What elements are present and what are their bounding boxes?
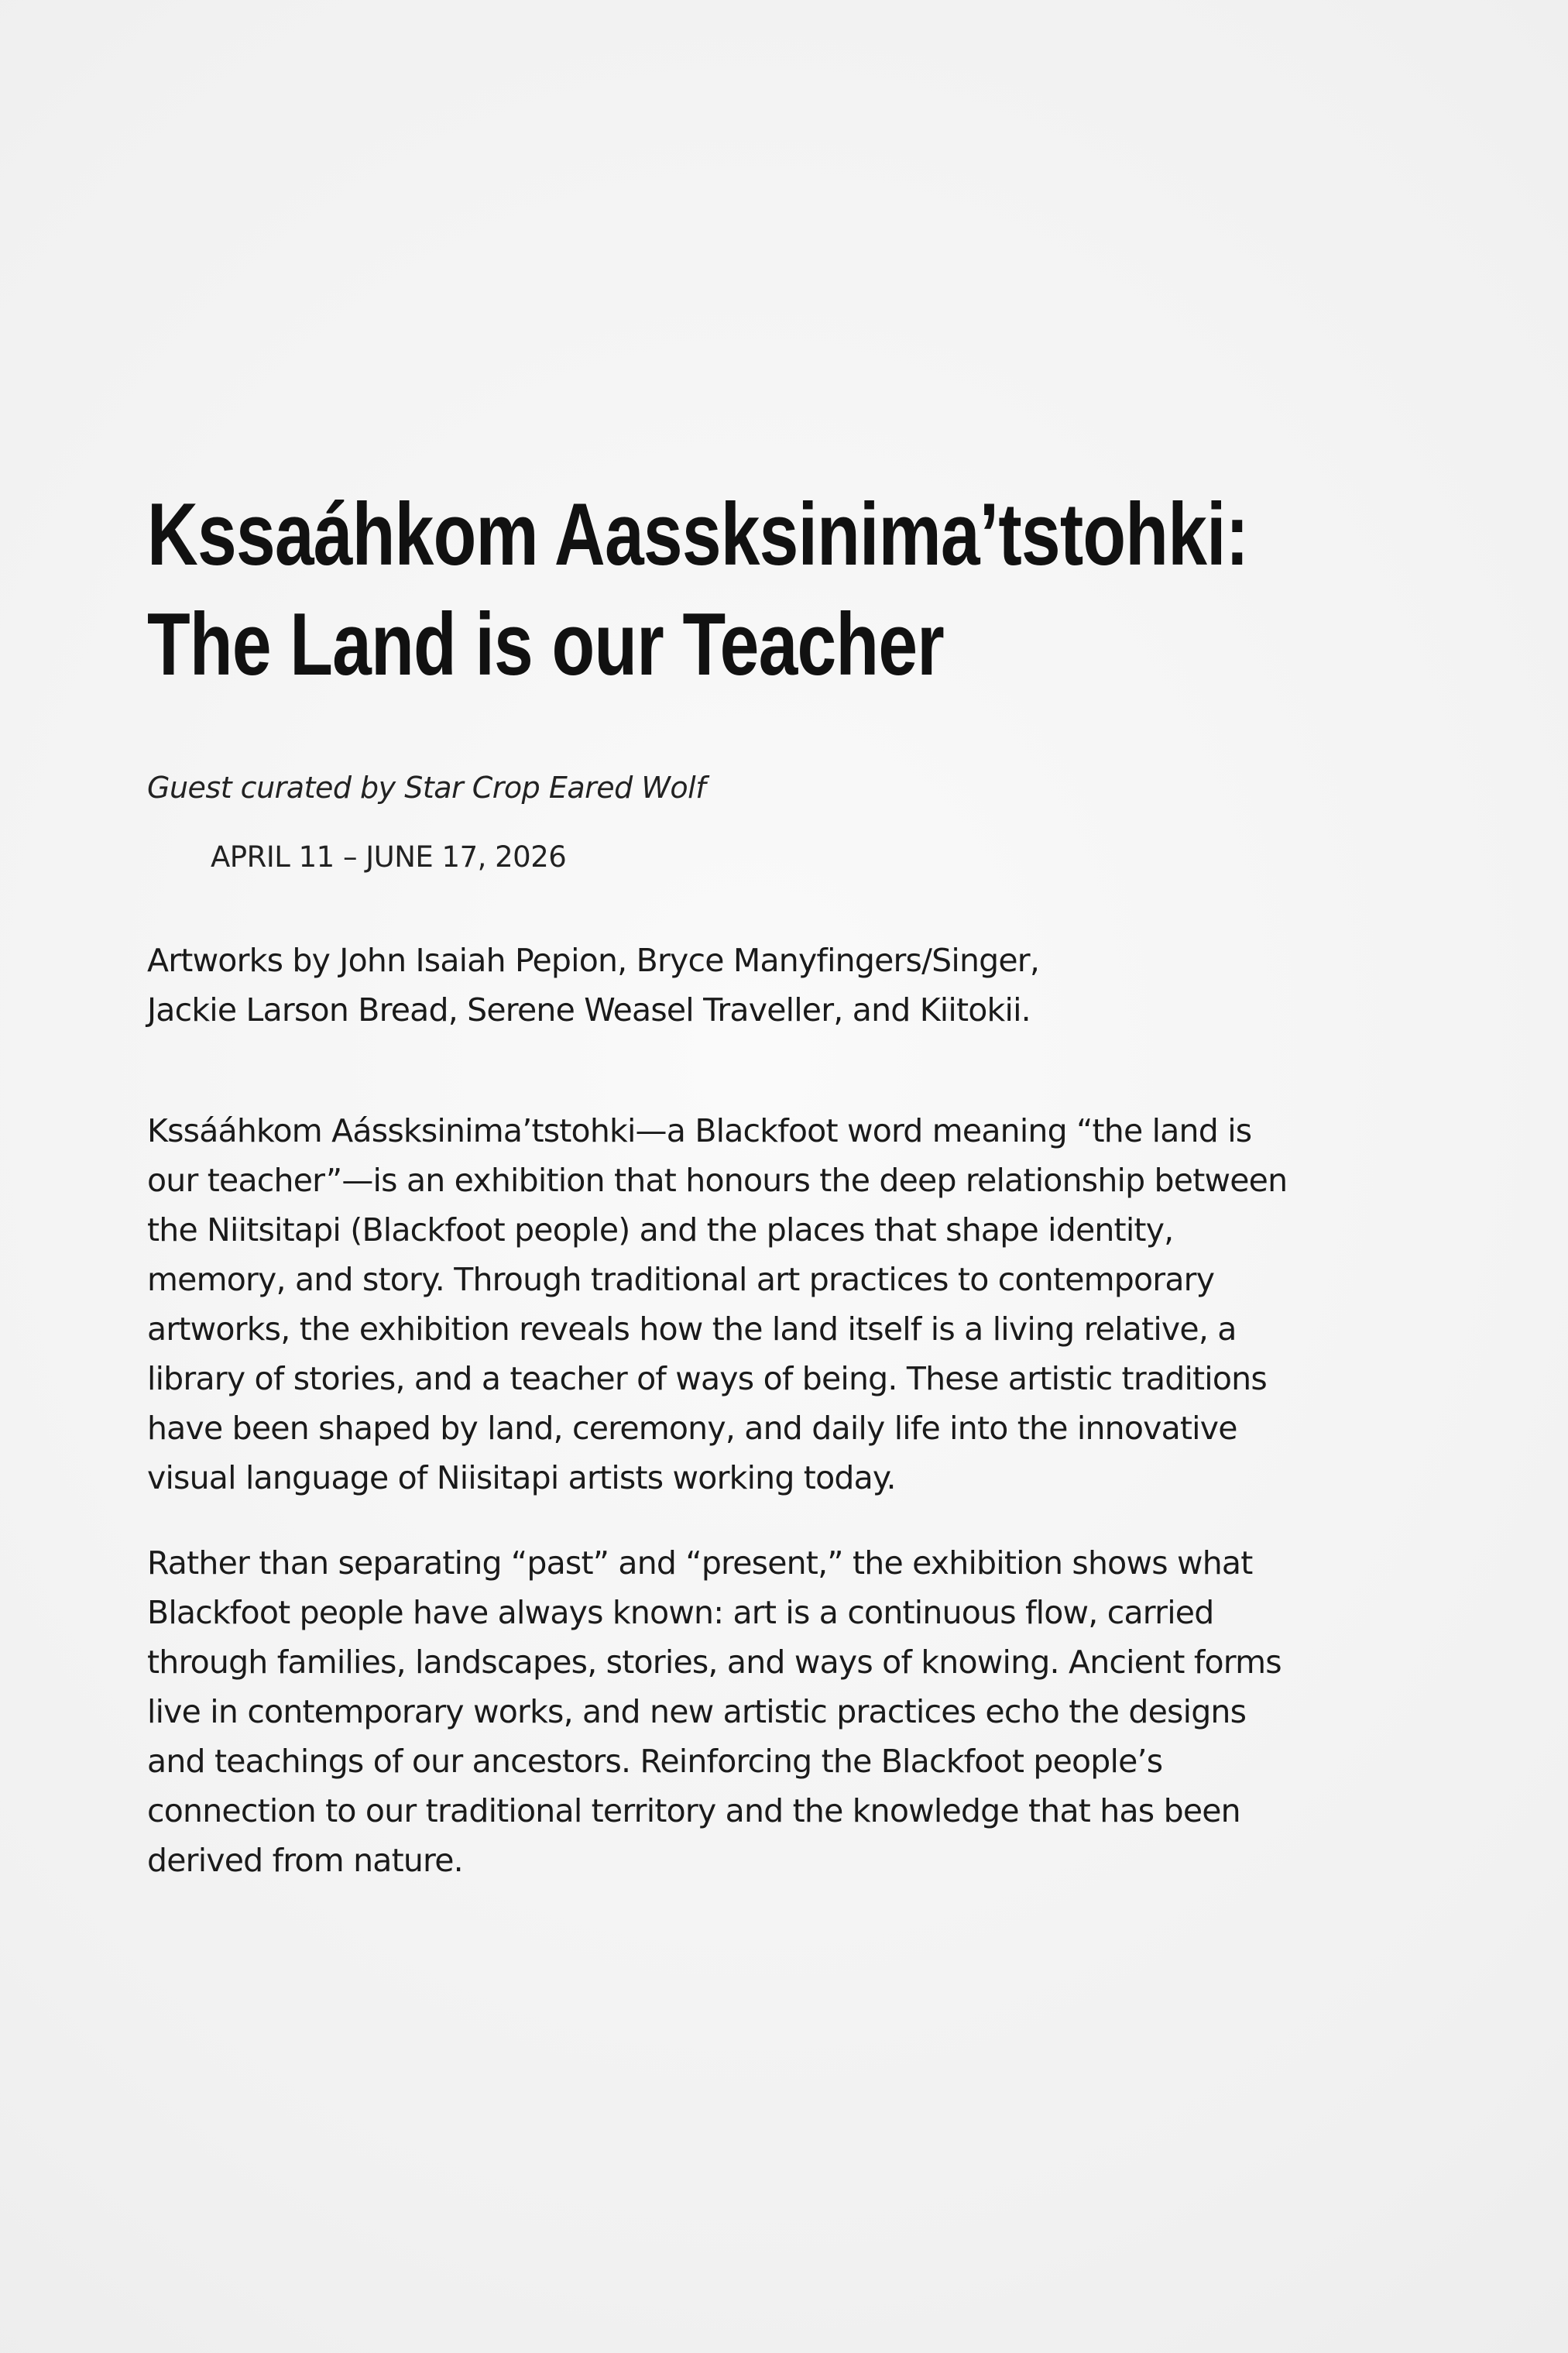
paragraph-line: artworks, the exhibition reveals how the land itself is a living relative, a <box>147 1310 1237 1348</box>
title-line-1: Kssaáhkom Aassksinima’tstohki: <box>147 486 1249 584</box>
description-paragraph-2 <box>147 1538 1425 1885</box>
artists-list <box>147 936 1386 1035</box>
artists-line: Jackie Larson Bread, Serene Weasel Traveller, and Kiitokii. <box>147 991 1031 1029</box>
exhibition-dates: APRIL 11 – JUNE 17, 2026 <box>211 840 567 874</box>
artists-line: Artworks by John Isaiah Pepion, Bryce Manyfingers/Singer, <box>147 942 1040 979</box>
paragraph-line: derived from nature. <box>147 1842 463 1879</box>
paragraph-line: live in contemporary works, and new artistic practices echo the designs <box>147 1693 1247 1730</box>
paragraph-line: library of stories, and a teacher of ways of being. These artistic traditions <box>147 1360 1267 1397</box>
paragraph-line: have been shaped by land, ceremony, and daily life into the innovative <box>147 1410 1237 1447</box>
paragraph-line: the Niitsitapi (Blackfoot people) and the places that shape identity, <box>147 1211 1174 1249</box>
paragraph-line: visual language of Niisitapi artists working today. <box>147 1459 896 1496</box>
paragraph-line: memory, and story. Through traditional art practices to contemporary <box>147 1261 1215 1298</box>
exhibition-title <box>147 480 1248 700</box>
paragraph-line: Blackfoot people have always known: art is a continuous flow, carried <box>147 1594 1214 1631</box>
paragraph-line: Kssááhkom Aássksinima’tstohki—a Blackfoot word meaning “the land is <box>147 1112 1252 1149</box>
paragraph-line: through families, landscapes, stories, and ways of knowing. Ancient forms <box>147 1644 1282 1681</box>
paragraph-line: connection to our traditional territory and the knowledge that has been <box>147 1792 1240 1829</box>
paragraph-line: our teacher”—is an exhibition that honours the deep relationship between <box>147 1162 1288 1199</box>
curator-credit: Guest curated by Star Crop Eared Wolf <box>147 771 706 805</box>
paragraph-line: and teachings of our ancestors. Reinforcing the Blackfoot people’s <box>147 1743 1163 1780</box>
title-line-2: The Land is our Teacher <box>147 596 944 694</box>
description-paragraph-1 <box>147 1106 1425 1503</box>
paragraph-line: Rather than separating “past” and “present,” the exhibition shows what <box>147 1544 1253 1582</box>
